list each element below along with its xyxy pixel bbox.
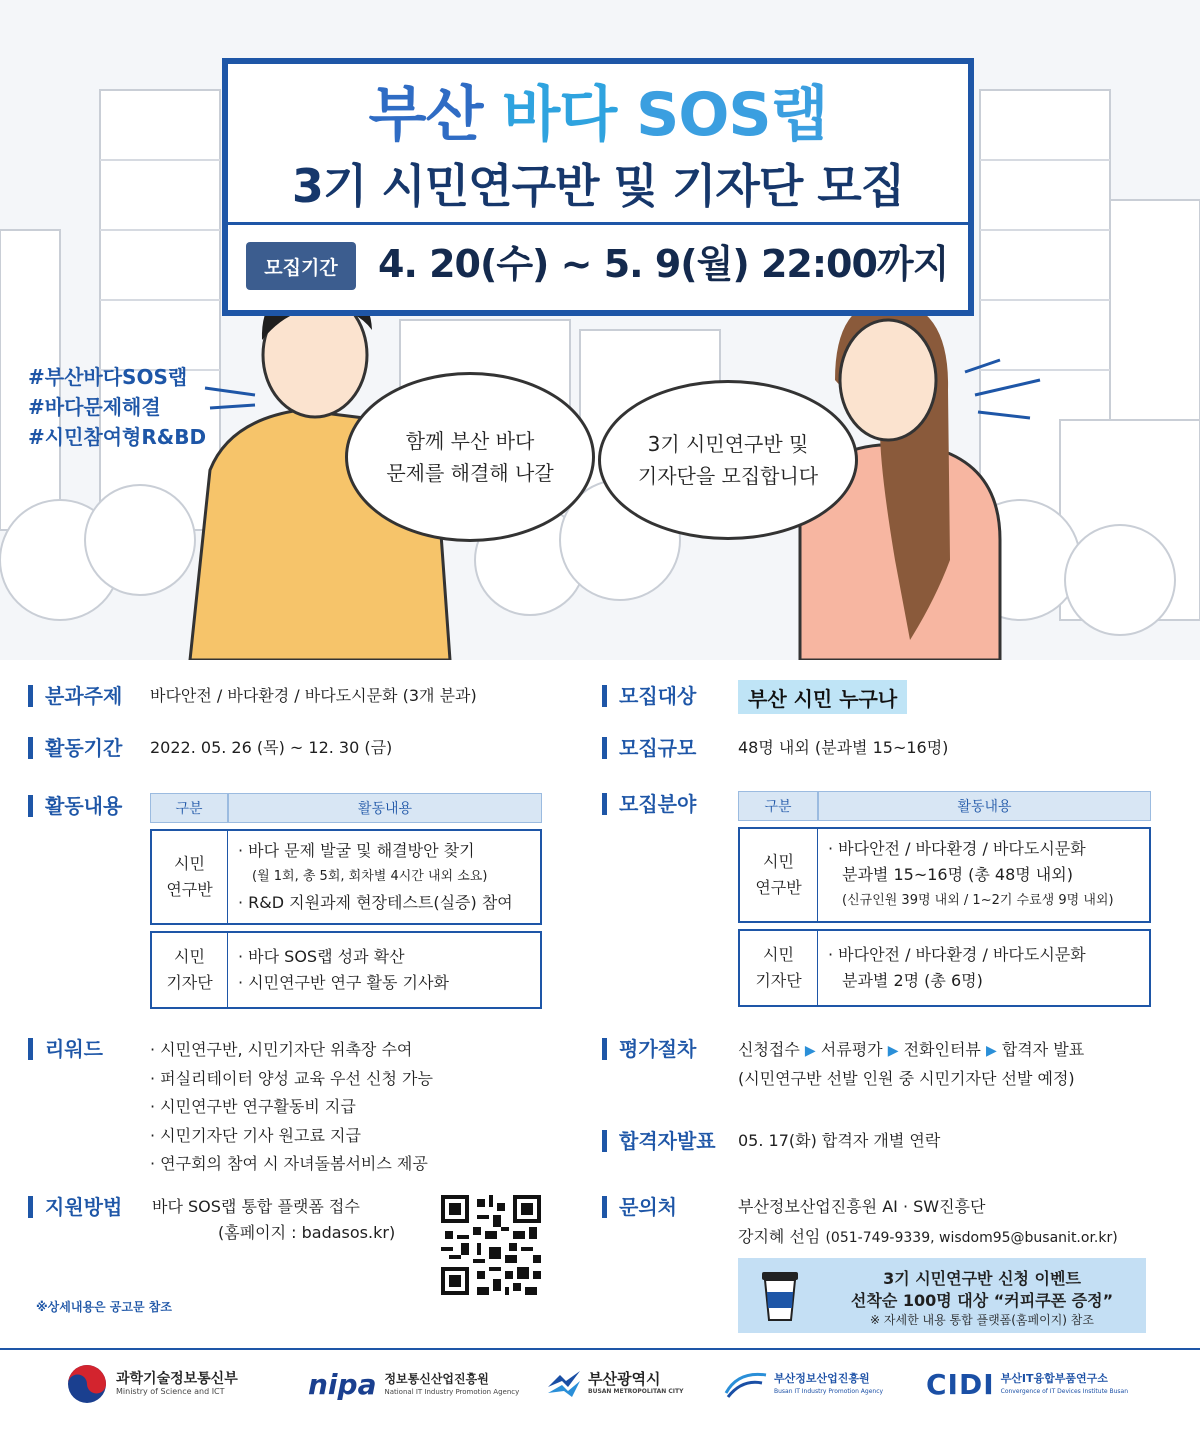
msit-emblem-icon (66, 1363, 108, 1405)
nipa-wordmark: nipa (308, 1367, 377, 1401)
logo-busan: 부산광역시 BUSAN METROPOLITAN CITY (546, 1364, 683, 1404)
apply-label: 지원방법 (28, 1196, 122, 1218)
cidi-wordmark: CIDI (926, 1367, 995, 1401)
table-row: 시민 기자단 · 바다 SOS랩 성과 확산 · 시민연구반 연구 활동 기사화 (150, 931, 542, 1009)
period-value: 4. 20(수) ~ 5. 9(월) 22:00까지 (378, 242, 949, 286)
footer-divider (0, 1348, 1200, 1350)
table-row: 시민 연구반 · 바다안전 / 바다환경 / 바다도시문화 분과별 15~16명 (총 48명 내외) (신규인원 39명 내외 / 1~2기 수료생 9명 내외) (738, 827, 1151, 923)
hashtag: #바다문제해결 (28, 395, 161, 419)
list-item: · 시민기자단 기사 원고료 지급 (150, 1125, 361, 1145)
field-table (738, 791, 1151, 1007)
event-banner (738, 1258, 1146, 1333)
arrow-right-icon: ▶ (804, 1043, 816, 1059)
title-divider (228, 222, 968, 225)
result-label: 합격자발표 (602, 1130, 716, 1152)
event-note: ※ 자세한 내용 통합 플랫폼(홈페이지) 참조 (870, 1313, 1094, 1327)
logo-nipa: nipa 정보통신산업진흥원 National IT Industry Promotion Agency (308, 1367, 520, 1401)
table-header: 활동내용 (818, 791, 1151, 821)
list-item: · 시민연구반 연구활동비 지급 (150, 1097, 356, 1116)
coffee-cup-icon (760, 1270, 800, 1322)
table-row: 시민 기자단 · 바다안전 / 바다환경 / 바다도시문화 분과별 2명 (총 6명) (738, 929, 1151, 1007)
table-row: 시민 연구반 · 바다 문제 발굴 및 해결방안 찾기 (월 1회, 총 5회, 회차별 4시간 내외 소요) · R&D 지원과제 현장테스트(실증) 참여 (150, 829, 542, 925)
speech-bubble-right: 3기 시민연구반 및 기자단을 모집합니다 (598, 380, 858, 540)
list-item: · 퍼실리테이터 양성 교육 우선 신청 가능 (150, 1068, 433, 1088)
table-header: 구분 (738, 791, 818, 821)
reward-list (150, 1036, 433, 1179)
apply-homepage[interactable]: (홈페이지 : badasos.kr) (218, 1223, 396, 1242)
evaluation-process (738, 1036, 1084, 1093)
hashtag: #부산바다SOS랩 (28, 365, 188, 389)
period-badge: 모집기간 (246, 242, 356, 290)
list-item: · 연구회의 참여 시 자녀돌봄서비스 제공 (150, 1154, 428, 1173)
arrow-right-icon: ▶ (985, 1043, 997, 1059)
detail-note: ※상세내용은 공고문 참조 (36, 1300, 172, 1314)
contact-label: 문의처 (602, 1196, 677, 1218)
process-step: 서류평가 (820, 1040, 883, 1059)
contact-org: 부산정보산업진흥원 AI · SW진흥단 (738, 1197, 986, 1216)
scale-label: 모집규모 (602, 737, 696, 759)
process-step: 합격자 발표 (1001, 1040, 1085, 1059)
arrow-right-icon: ▶ (887, 1043, 899, 1059)
activity-period-value: 2022. 05. 26 (목) ~ 12. 30 (금) (150, 738, 393, 757)
scale-value: 48명 내외 (분과별 15~16명) (738, 738, 949, 757)
target-label: 모집대상 (602, 685, 696, 707)
logo-msit: 과학기술정보통신부 Ministry of Science and ICT (66, 1364, 238, 1404)
logo-busanit: 부산정보산업진흥원 Busan IT Industry Promotion Agency (722, 1364, 883, 1404)
main-title: 부산 바다 SOS랩 (368, 80, 828, 150)
topic-label: 분과주제 (28, 685, 122, 707)
evaluation-note: (시민연구반 선발 인원 중 시민기자단 선발 예정) (738, 1069, 1075, 1088)
speech-bubble-left: 함께 부산 바다 문제를 해결해 나갈 (345, 372, 595, 542)
process-step: 전화인터뷰 (903, 1040, 981, 1059)
topic-value: 바다안전 / 바다환경 / 바다도시문화 (3개 분과) (150, 686, 477, 705)
hashtag-list (28, 362, 206, 452)
busanit-emblem-icon (722, 1369, 770, 1399)
activity-table (150, 793, 542, 1009)
busan-emblem-icon (546, 1369, 582, 1399)
qr-code-icon[interactable] (441, 1195, 541, 1295)
hero-section (0, 0, 1200, 660)
event-desc: 선착순 100명 대상 “커피쿠폰 증정” (850, 1291, 1114, 1310)
title-box (222, 58, 974, 316)
contact-detail[interactable]: (051-749-9339, wisdom95@busanit.or.kr) (825, 1230, 1118, 1246)
contact-person: 강지혜 선임 (738, 1227, 821, 1246)
table-header: 활동내용 (228, 793, 542, 823)
result-value: 05. 17(화) 합격자 개별 연락 (738, 1131, 941, 1150)
list-item: · 시민연구반, 시민기자단 위촉장 수여 (150, 1040, 413, 1059)
table-header: 구분 (150, 793, 228, 823)
activity-label: 활동내용 (28, 795, 122, 817)
reward-label: 리워드 (28, 1038, 103, 1060)
event-title: 3기 시민연구반 신청 이벤트 (883, 1269, 1081, 1288)
evaluation-label: 평가절차 (602, 1038, 696, 1060)
process-step: 신청접수 (738, 1040, 800, 1059)
field-label: 모집분야 (602, 793, 696, 815)
hashtag: #시민참여형R&BD (28, 425, 207, 449)
sub-title: 3기 시민연구반 및 기자단 모집 (291, 159, 905, 213)
contact-line (738, 1226, 1118, 1249)
logo-cidi: CIDI 부산IT융합부품연구소 Convergence of IT Devices Institute Busan (926, 1367, 1129, 1401)
target-value: 부산 시민 누구나 (738, 680, 907, 714)
activity-period-label: 활동기간 (28, 737, 122, 759)
apply-value: 바다 SOS랩 통합 플랫폼 접수 (152, 1197, 360, 1216)
